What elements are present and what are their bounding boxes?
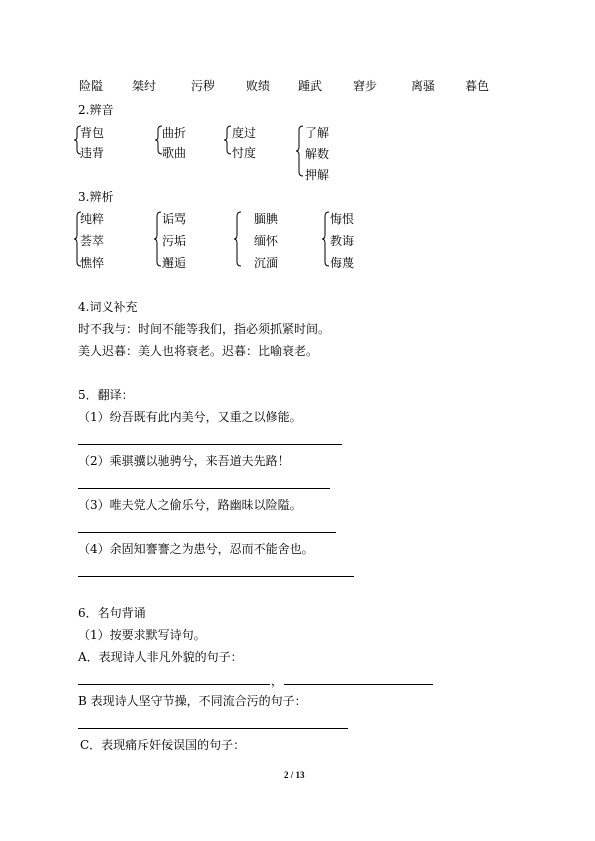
brace-3-3 [234, 211, 242, 267]
brace-3-4 [322, 211, 330, 267]
answer-line-a1[interactable] [78, 684, 270, 685]
word-7: 离骚 [411, 79, 436, 93]
answer-line-3[interactable] [78, 532, 336, 533]
word-6: 窘步 [353, 79, 378, 93]
answer-line-b[interactable] [78, 728, 348, 729]
s4-line-2: 美人迟暮：美人也将衰老。迟暮：比喻衰老。 [78, 344, 319, 358]
s2-g4-1: 了解 [305, 126, 330, 140]
s6-sub: （1）按要求默写诗句。 [78, 628, 206, 642]
section-6-title: 6．名句背诵 [78, 606, 146, 620]
s3-g3-1: 腼腆 [254, 212, 279, 226]
brace-3-2 [154, 211, 162, 267]
s2-g1-1: 背包 [80, 126, 105, 140]
s4-line-1: 时不我与：时间不能等我们，指必须抓紧时间。 [78, 322, 331, 336]
s6-c: C．表现痛斥奸佞误国的句子： [80, 738, 246, 752]
word-1: 险隘 [79, 79, 104, 93]
s2-g3-1: 度过 [232, 126, 257, 140]
word-5: 踵武 [298, 79, 323, 93]
s2-g4-3: 押解 [305, 168, 330, 182]
s2-g2-2: 歌曲 [162, 146, 187, 160]
s2-g2-1: 曲折 [162, 126, 187, 140]
page-number: 2 / 13 [284, 770, 305, 780]
s3-g4-3: 侮蔑 [330, 256, 355, 270]
section-4-title: 4.词义补充 [78, 300, 138, 314]
s5-item-3: （3）唯夫党人之偷乐兮，路幽昧以险隘。 [78, 498, 302, 512]
answer-line-1[interactable] [78, 444, 342, 445]
comma: ， [271, 674, 284, 688]
word-3: 污秽 [191, 79, 216, 93]
s5-item-4: （4）余固知謇謇之为患兮，忍而不能舍也。 [78, 542, 314, 556]
word-8: 暮色 [465, 79, 490, 93]
s3-g2-1: 诟骂 [162, 212, 187, 226]
s3-g2-2: 污垢 [162, 234, 187, 248]
answer-line-4[interactable] [78, 576, 354, 577]
s6-b: B 表现诗人坚守节操，不同流合污的句子： [78, 694, 307, 708]
word-2: 桀纣 [132, 79, 157, 93]
brace-2-4 [296, 125, 304, 177]
s5-item-2: （2）乘骐骥以驰骋兮，来吾道夫先路！ [78, 454, 290, 468]
s5-item-1: （1）纷吾既有此内美兮，又重之以修能。 [78, 410, 302, 424]
s2-g4-2: 解数 [305, 147, 330, 161]
s3-g4-1: 悔恨 [330, 212, 355, 226]
section-5-title: 5．翻译： [78, 388, 134, 402]
s2-g1-2: 违背 [80, 146, 105, 160]
section-3-title: 3.辨析 [78, 190, 114, 204]
brace-2-3 [224, 125, 232, 155]
answer-line-2[interactable] [78, 488, 330, 489]
s3-g1-1: 纯粹 [80, 212, 105, 226]
s3-g3-2: 缅怀 [254, 234, 279, 248]
s6-a: A．表现诗人非凡外貌的句子： [78, 650, 243, 664]
s3-g2-3: 邂逅 [162, 256, 187, 270]
s3-g4-2: 教诲 [330, 234, 355, 248]
s3-g1-2: 荟萃 [80, 234, 105, 248]
s3-g3-3: 沉湎 [254, 256, 279, 270]
s2-g3-2: 忖度 [232, 146, 257, 160]
word-4: 败绩 [246, 79, 271, 93]
s3-g1-3: 憔悴 [80, 256, 105, 270]
section-2-title: 2.辨音 [78, 103, 114, 117]
answer-line-a2[interactable] [284, 684, 433, 685]
